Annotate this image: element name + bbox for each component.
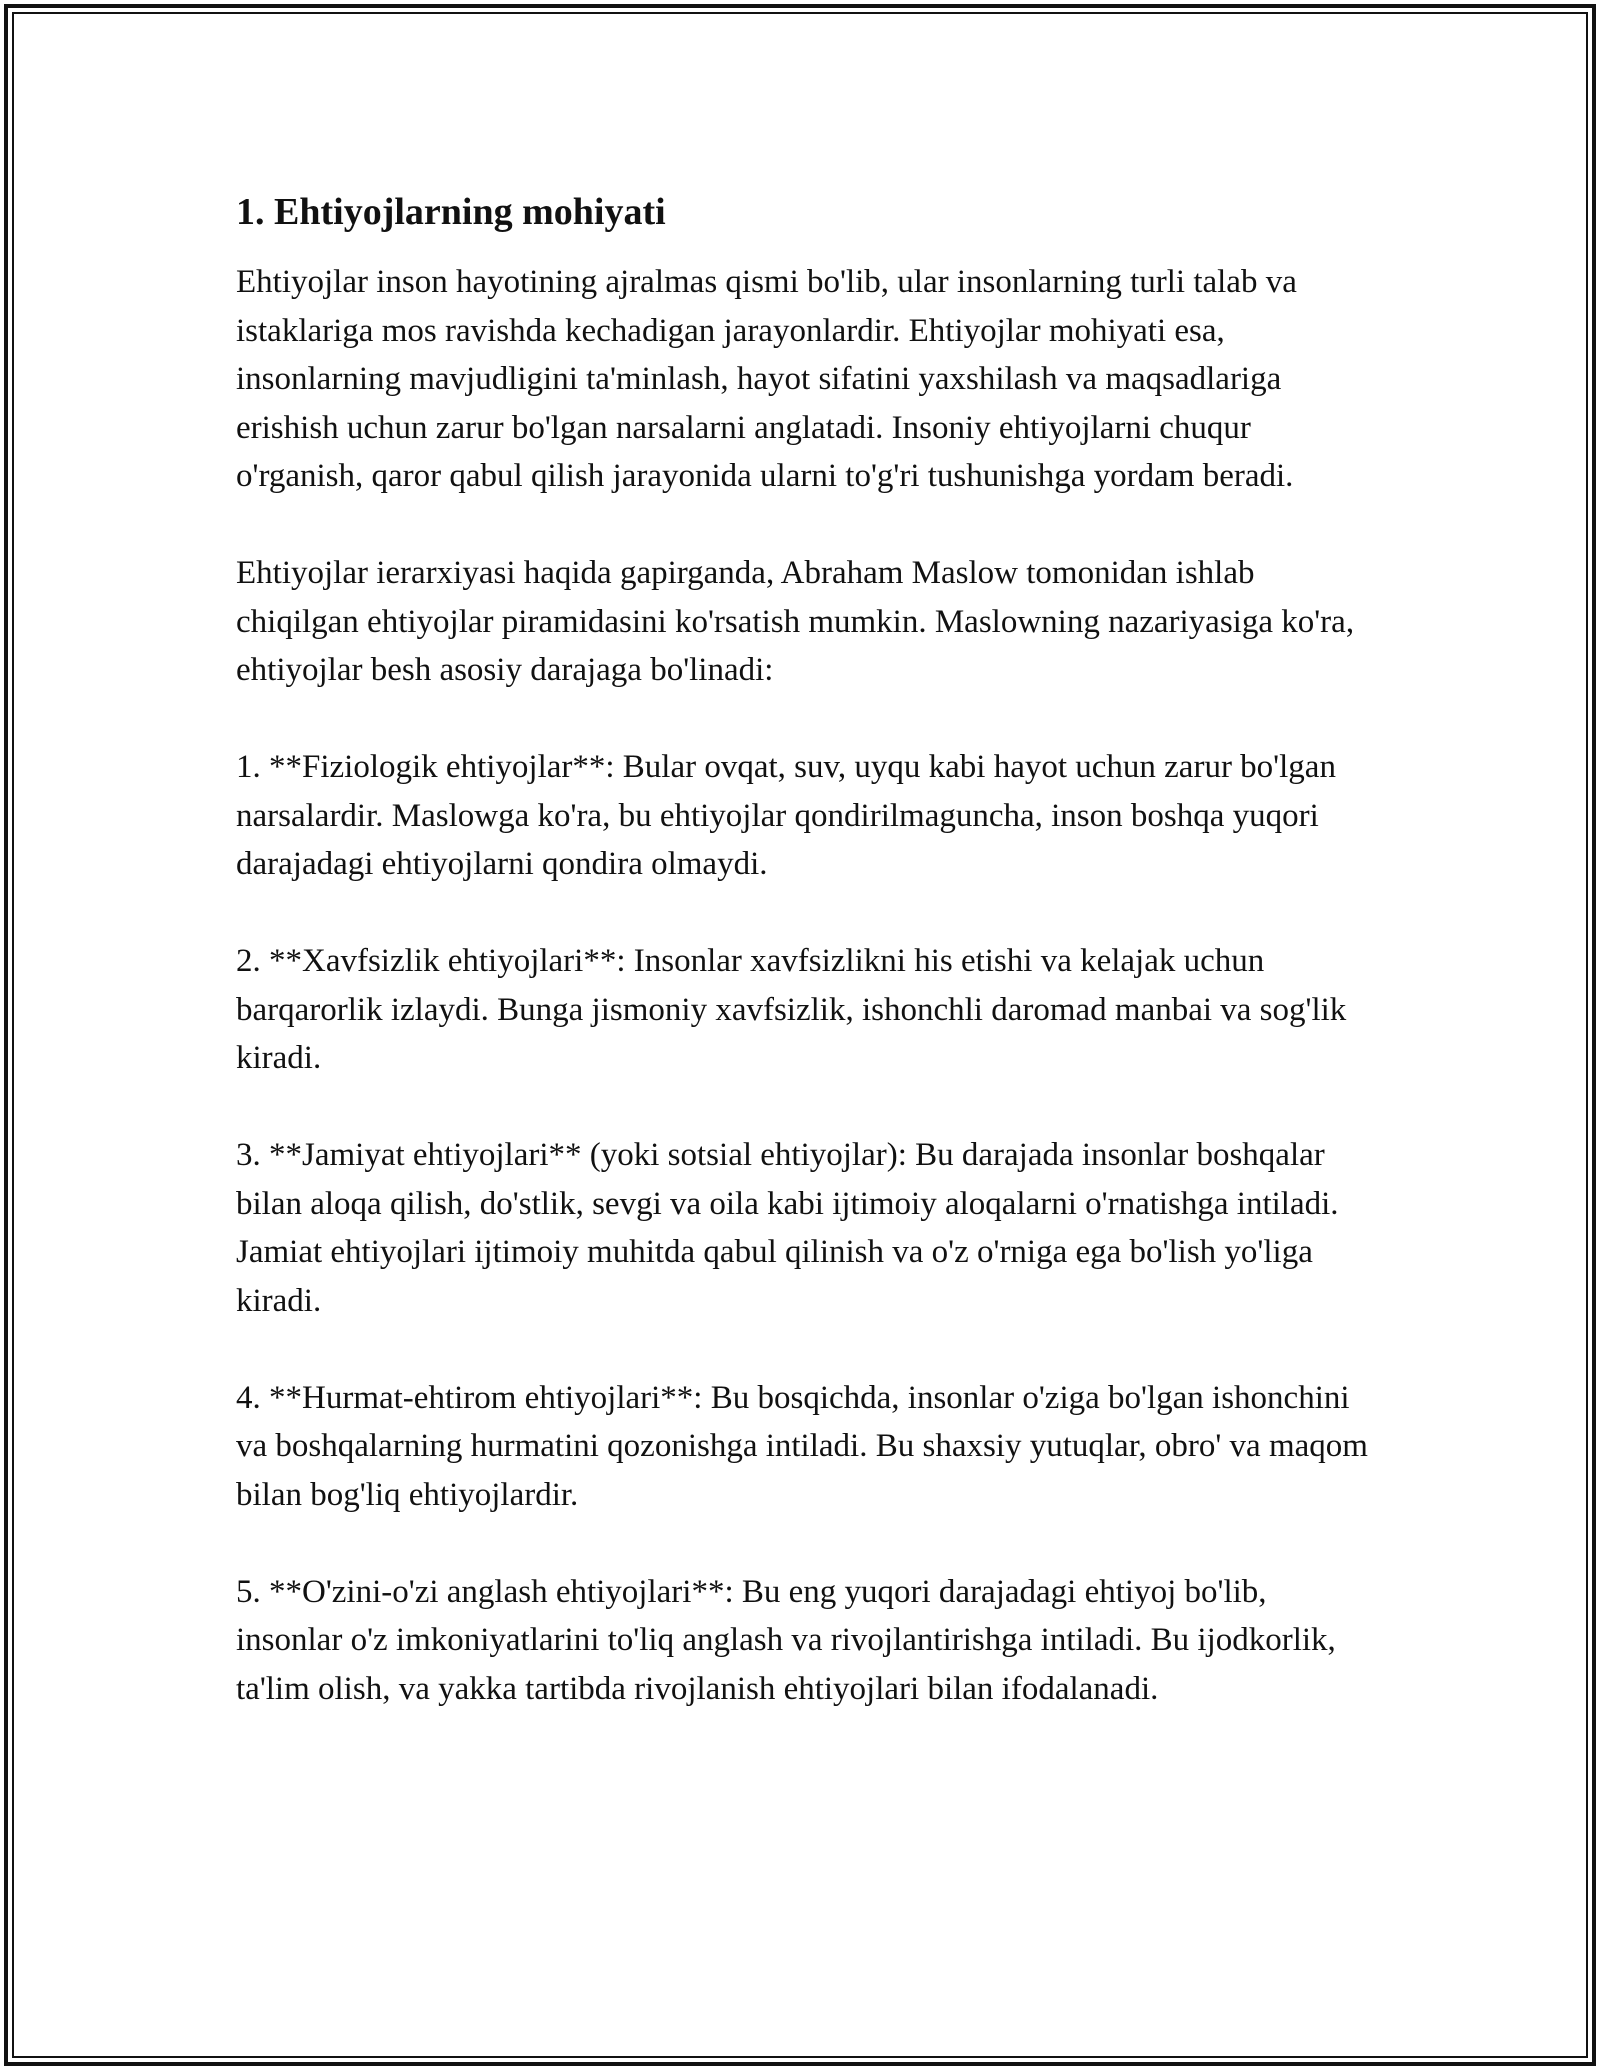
list-item-safety: 2. **Xavfsizlik ehtiyojlari**: Insonlar xavfsizlikni his etishi va kelajak uchun barqarorlik izlaydi. Bunga jismoniy xavfsizlik, ishonchli daromad manbai va sog'lik kiradi. bbox=[236, 943, 1347, 1076]
list-item-physiological: 1. **Fiziologik ehtiyojlar**: Bular ovqat, suv, uyqu kabi hayot uchun zarur bo'lgan narsalardir. Maslowga ko'ra, bu ehtiyojlar qondirilmaguncha, inson boshqa yuqori darajadagi ehtiyojlarni qondira olmaydi. bbox=[236, 749, 1336, 882]
list-item-social: 3. **Jamiyat ehtiyojlari** (yoki sotsial ehtiyojlar): Bu darajada insonlar boshqalar bilan aloqa qilish, do'stlik, sevgi va oila kabi ijtimoiy aloqalarni o'rnatishga intiladi. Jamiat ehtiyojlari ijtimoiy muhitda qabul qilinish va o'z o'rniga ega bo'lish yo'liga kiradi. bbox=[236, 1137, 1339, 1319]
paragraph-intro: Ehtiyojlar inson hayotining ajralmas qismi bo'lib, ular insonlarning turli talab va istaklariga mos ravishda kechadigan jarayonlardir. Ehtiyojlar mohiyati esa, insonlarning mavjudligini ta'minlash, hayot sifatini yaxshilash va maqsadlariga erishish uchun zarur bo'lgan narsalarni anglatadi. Insoniy ehtiyojlarni chuqur o'rganish, qaror qabul qilish jarayonida ularni to'g'ri tushunishga yordam beradi. bbox=[236, 264, 1297, 494]
paragraph-hierarchy: Ehtiyojlar ierarxiyasi haqida gapirganda, Abraham Maslow tomonidan ishlab chiqilgan ehtiyojlar piramidasini ko'rsatish mumkin. Maslowning nazariyasiga ko'ra, ehtiyojlar besh asosiy darajaga bo'linadi: bbox=[236, 555, 1355, 688]
list-item-self-actualization: 5. **O'zini-o'zi anglash ehtiyojlari**: Bu eng yuqori darajadagi ehtiyoj bo'lib, insonlar o'z imkoniyatlarini to'liq anglash va rivojlantirishga intiladi. Bu ijodkorlik, ta'lim olish, va yakka tartibda rivojlanish ehtiyojlari bilan ifodalanadi. bbox=[236, 1573, 1336, 1707]
section-title: 1. Ehtiyojlarning mohiyati bbox=[236, 191, 666, 233]
document-body bbox=[236, 188, 1376, 1762]
list-item-esteem: 4. **Hurmat-ehtirom ehtiyojlari**: Bu bosqichda, insonlar o'ziga bo'lgan ishonchini va boshqalarning hurmatini qozonishga intiladi. Bu shaxsiy yutuqlar, obro' va maqom bilan bog'liq ehtiyojlardir. bbox=[236, 1379, 1368, 1513]
